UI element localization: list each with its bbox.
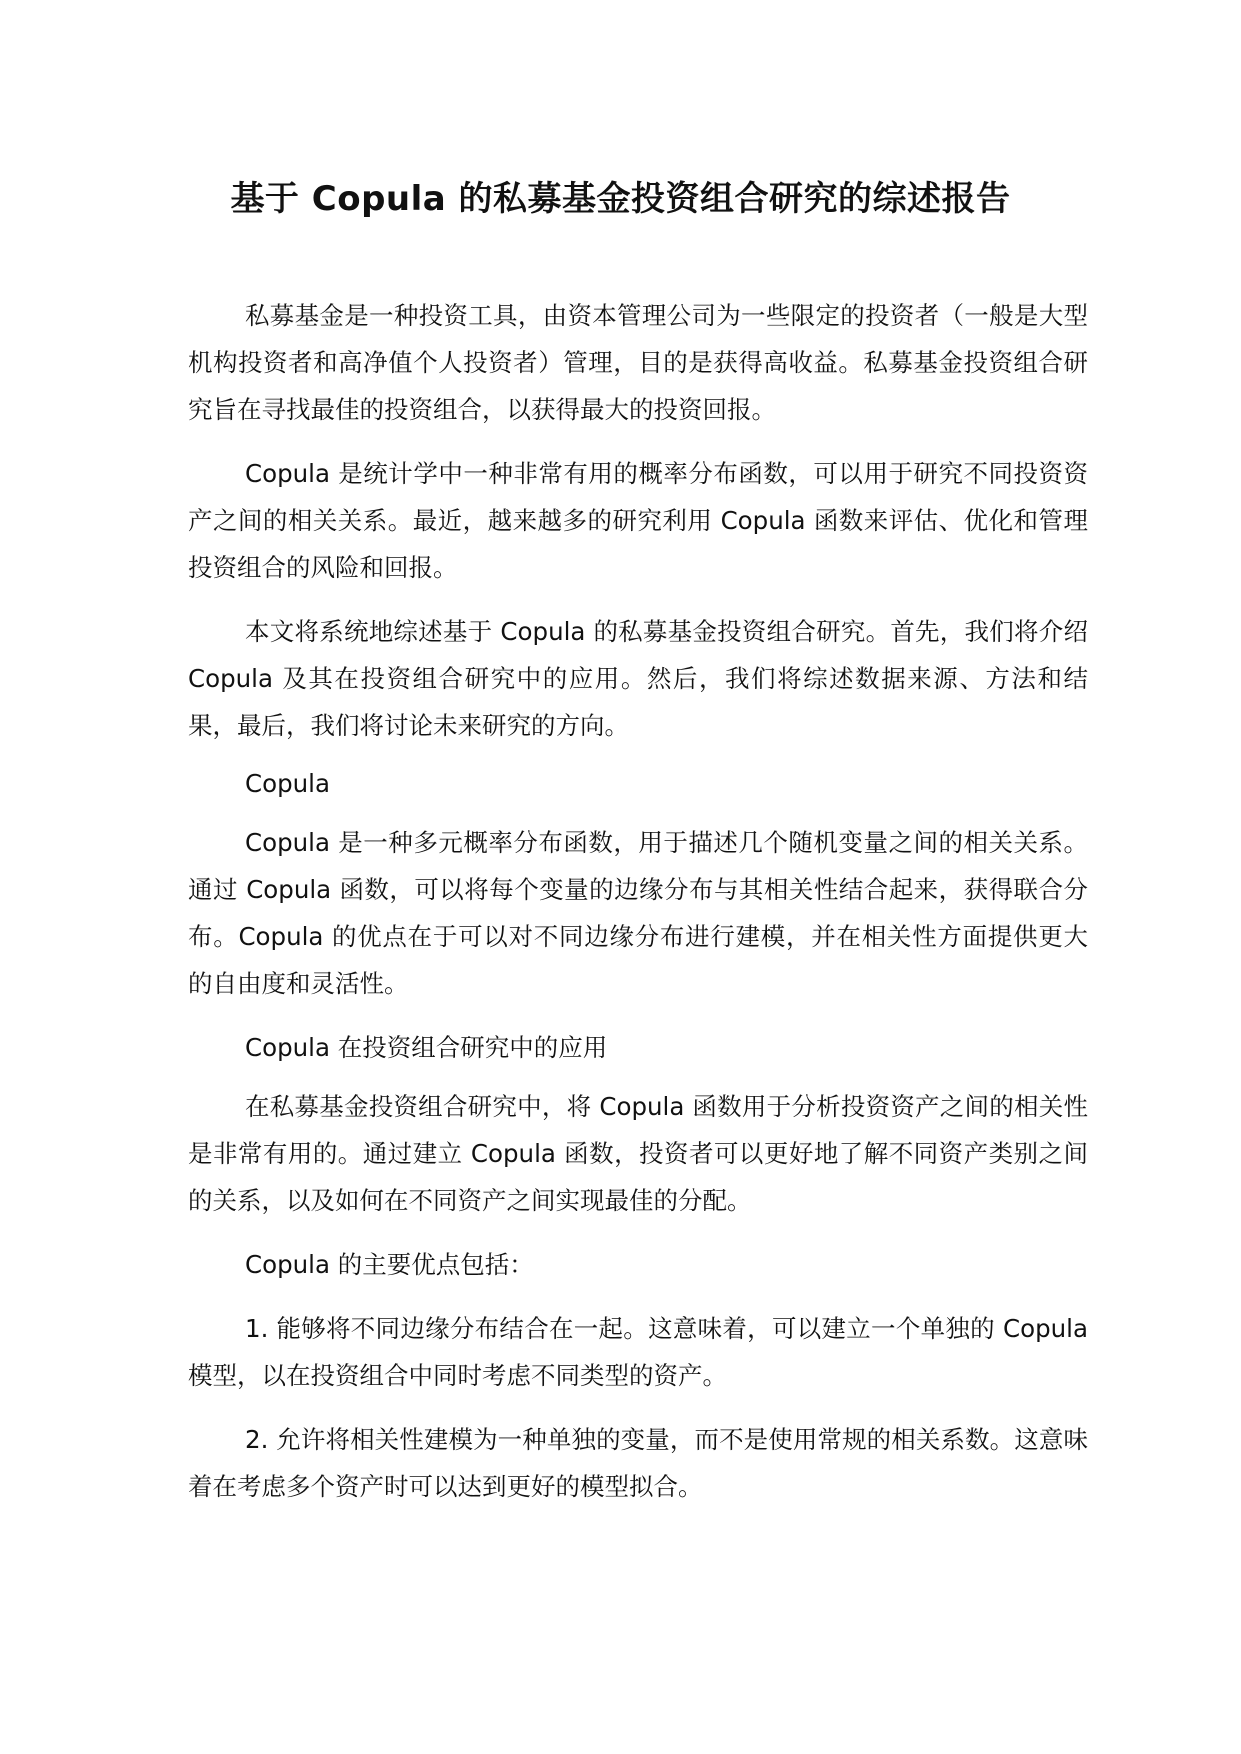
document-body <box>188 292 1088 1510</box>
list-item-advantage-2: 2. 允许将相关性建模为一种单独的变量，而不是使用常规的相关系数。这意味着在考虑多个资产时可以达到更好的模型拟合。 <box>188 1425 1088 1501</box>
section-heading-application: Copula 在投资组合研究中的应用 <box>245 1033 608 1062</box>
section-heading-copula: Copula <box>245 769 330 798</box>
paragraph-intro: 私募基金是一种投资工具，由资本管理公司为一些限定的投资者（一般是大型机构投资者和高净值个人投资者）管理，目的是获得高收益。私募基金投资组合研究旨在寻找最佳的投资组合，以获得最大的投资回报。 <box>188 301 1088 424</box>
document-title: 基于 Copula 的私募基金投资组合研究的综述报告 <box>230 179 1011 219</box>
paragraph-copula-definition: Copula 是统计学中一种非常有用的概率分布函数，可以用于研究不同投资资产之间的相关关系。最近，越来越多的研究利用 Copula 函数来评估、优化和管理投资组合的风险和回报。 <box>188 459 1088 582</box>
list-item-advantage-1: 1. 能够将不同边缘分布结合在一起。这意味着，可以建立一个单独的 Copula 模型，以在投资组合中同时考虑不同类型的资产。 <box>188 1314 1088 1390</box>
paragraph-application: 在私募基金投资组合研究中，将 Copula 函数用于分析投资资产之间的相关性是非常有用的。通过建立 Copula 函数，投资者可以更好地了解不同资产类别之间的关系，以及如何在不同资产之间实现最佳的分配。 <box>188 1092 1088 1215</box>
paragraph-advantages-intro: Copula 的主要优点包括： <box>245 1250 534 1279</box>
paragraph-overview: 本文将系统地综述基于 Copula 的私募基金投资组合研究。首先，我们将介绍 Copula 及其在投资组合研究中的应用。然后，我们将综述数据来源、方法和结果，最后，我们将讨论未来研究的方向。 <box>188 617 1088 740</box>
paragraph-copula-description: Copula 是一种多元概率分布函数，用于描述几个随机变量之间的相关关系。通过 Copula 函数，可以将每个变量的边缘分布与其相关性结合起来，获得联合分布。Copula 的优点在于可以对不同边缘分布进行建模，并在相关性方面提供更大的自由度和灵活性。 <box>188 828 1088 998</box>
